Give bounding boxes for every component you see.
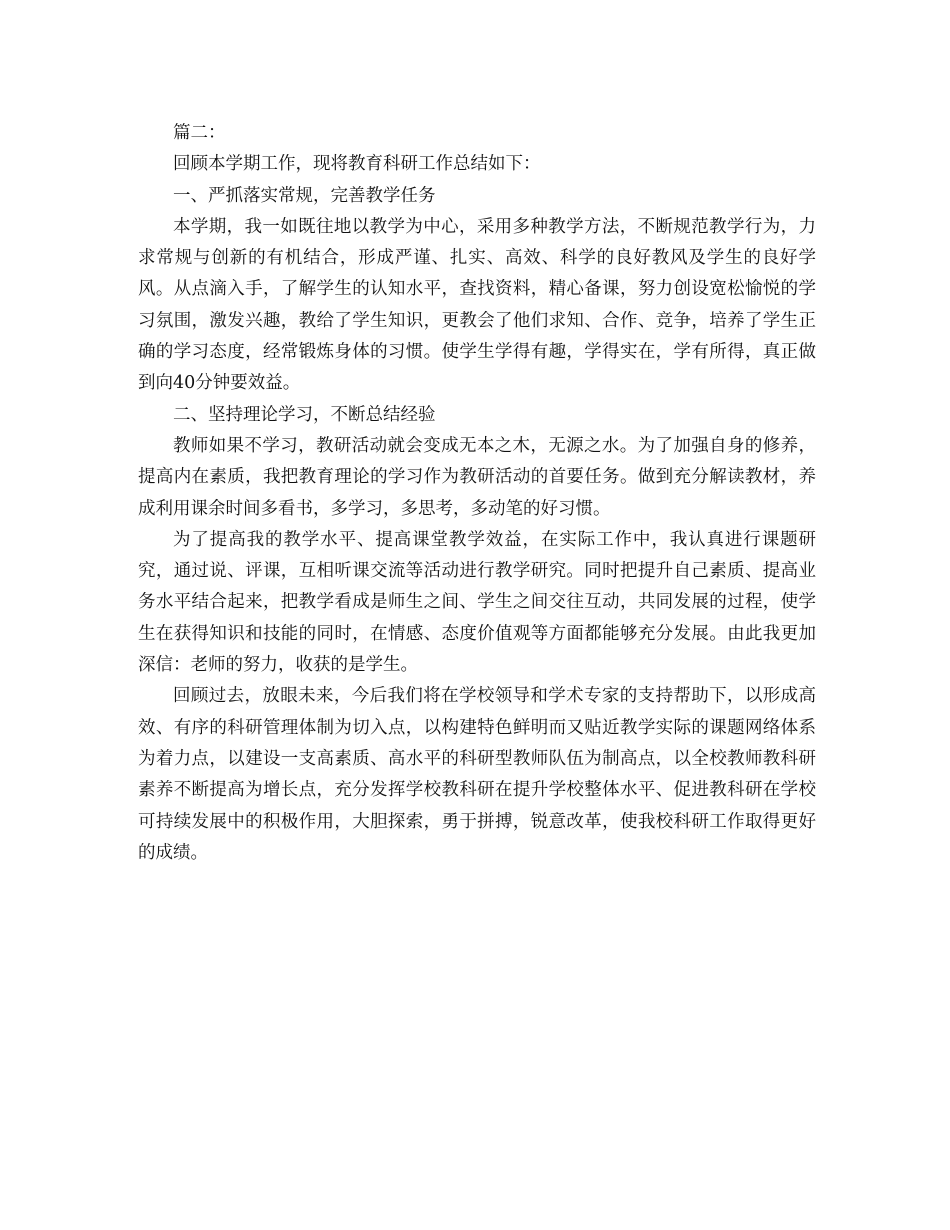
- section-label: 篇二：: [173, 123, 226, 143]
- body-paragraph: 教师如果不学习，教研活动就会变成无本之木，无源之水。为了加强自身的修养，提高内在素质，我把教育理论的学习作为教研活动的首要任务。做到充分解读教材，养成利用课余时间多看书，多学习，多思考，多动笔的好习惯。: [138, 435, 816, 519]
- document-body: [138, 118, 816, 869]
- body-paragraph: 本学期，我一如既往地以教学为中心，采用多种教学方法，不断规范教学行为，力求常规与创新的有机结合，形成严谨、扎实、高效、科学的良好教风及学生的良好学风。从点滴入手，了解学生的认知水平，查找资料，精心备课，努力创设宽松愉悦的学习氛围，激发兴趣，教给了学生知识，更教会了他们求知、合作、竞争，培养了学生正确的学习态度，经常锻炼身体的习惯。使学生学得有趣，学得实在，学有所得，真正做到向40分钟要效益。: [138, 216, 816, 394]
- body-paragraph: 为了提高我的教学水平、提高课堂教学效益，在实际工作中，我认真进行课题研究，通过说、评课，互相听课交流等活动进行教学研究。同时把提升自己素质、提高业务水平结合起来，把教学看成是师生之间、学生之间交往互动，共同发展的过程，使学生在获得知识和技能的同时，在情感、态度价值观等方面都能够充分发展。由此我更加深信：老师的努力，收获的是学生。: [138, 529, 816, 676]
- closing-paragraph: 回顾过去，放眼未来，今后我们将在学校领导和学术专家的支持帮助下，以形成高效、有序的科研管理体制为切入点，以构建特色鲜明而又贴近教学实际的课题网络体系为着力点，以建设一支高素质、高水平的科研型教师队伍为制高点，以全校教师教科研素养不断提高为增长点，充分发挥学校教科研在提升学校整体水平、促进教科研在学校可持续发展中的积极作用，大胆探索，勇于拼搏，锐意改革，使我校科研工作取得更好的成绩。: [138, 686, 816, 863]
- intro-paragraph: 回顾本学期工作，现将教育科研工作总结如下：: [173, 154, 541, 175]
- section-heading-1: 一、严抓落实常规，完善教学任务: [173, 185, 436, 206]
- section-heading-2: 二、坚持理论学习，不断总结经验: [173, 404, 436, 425]
